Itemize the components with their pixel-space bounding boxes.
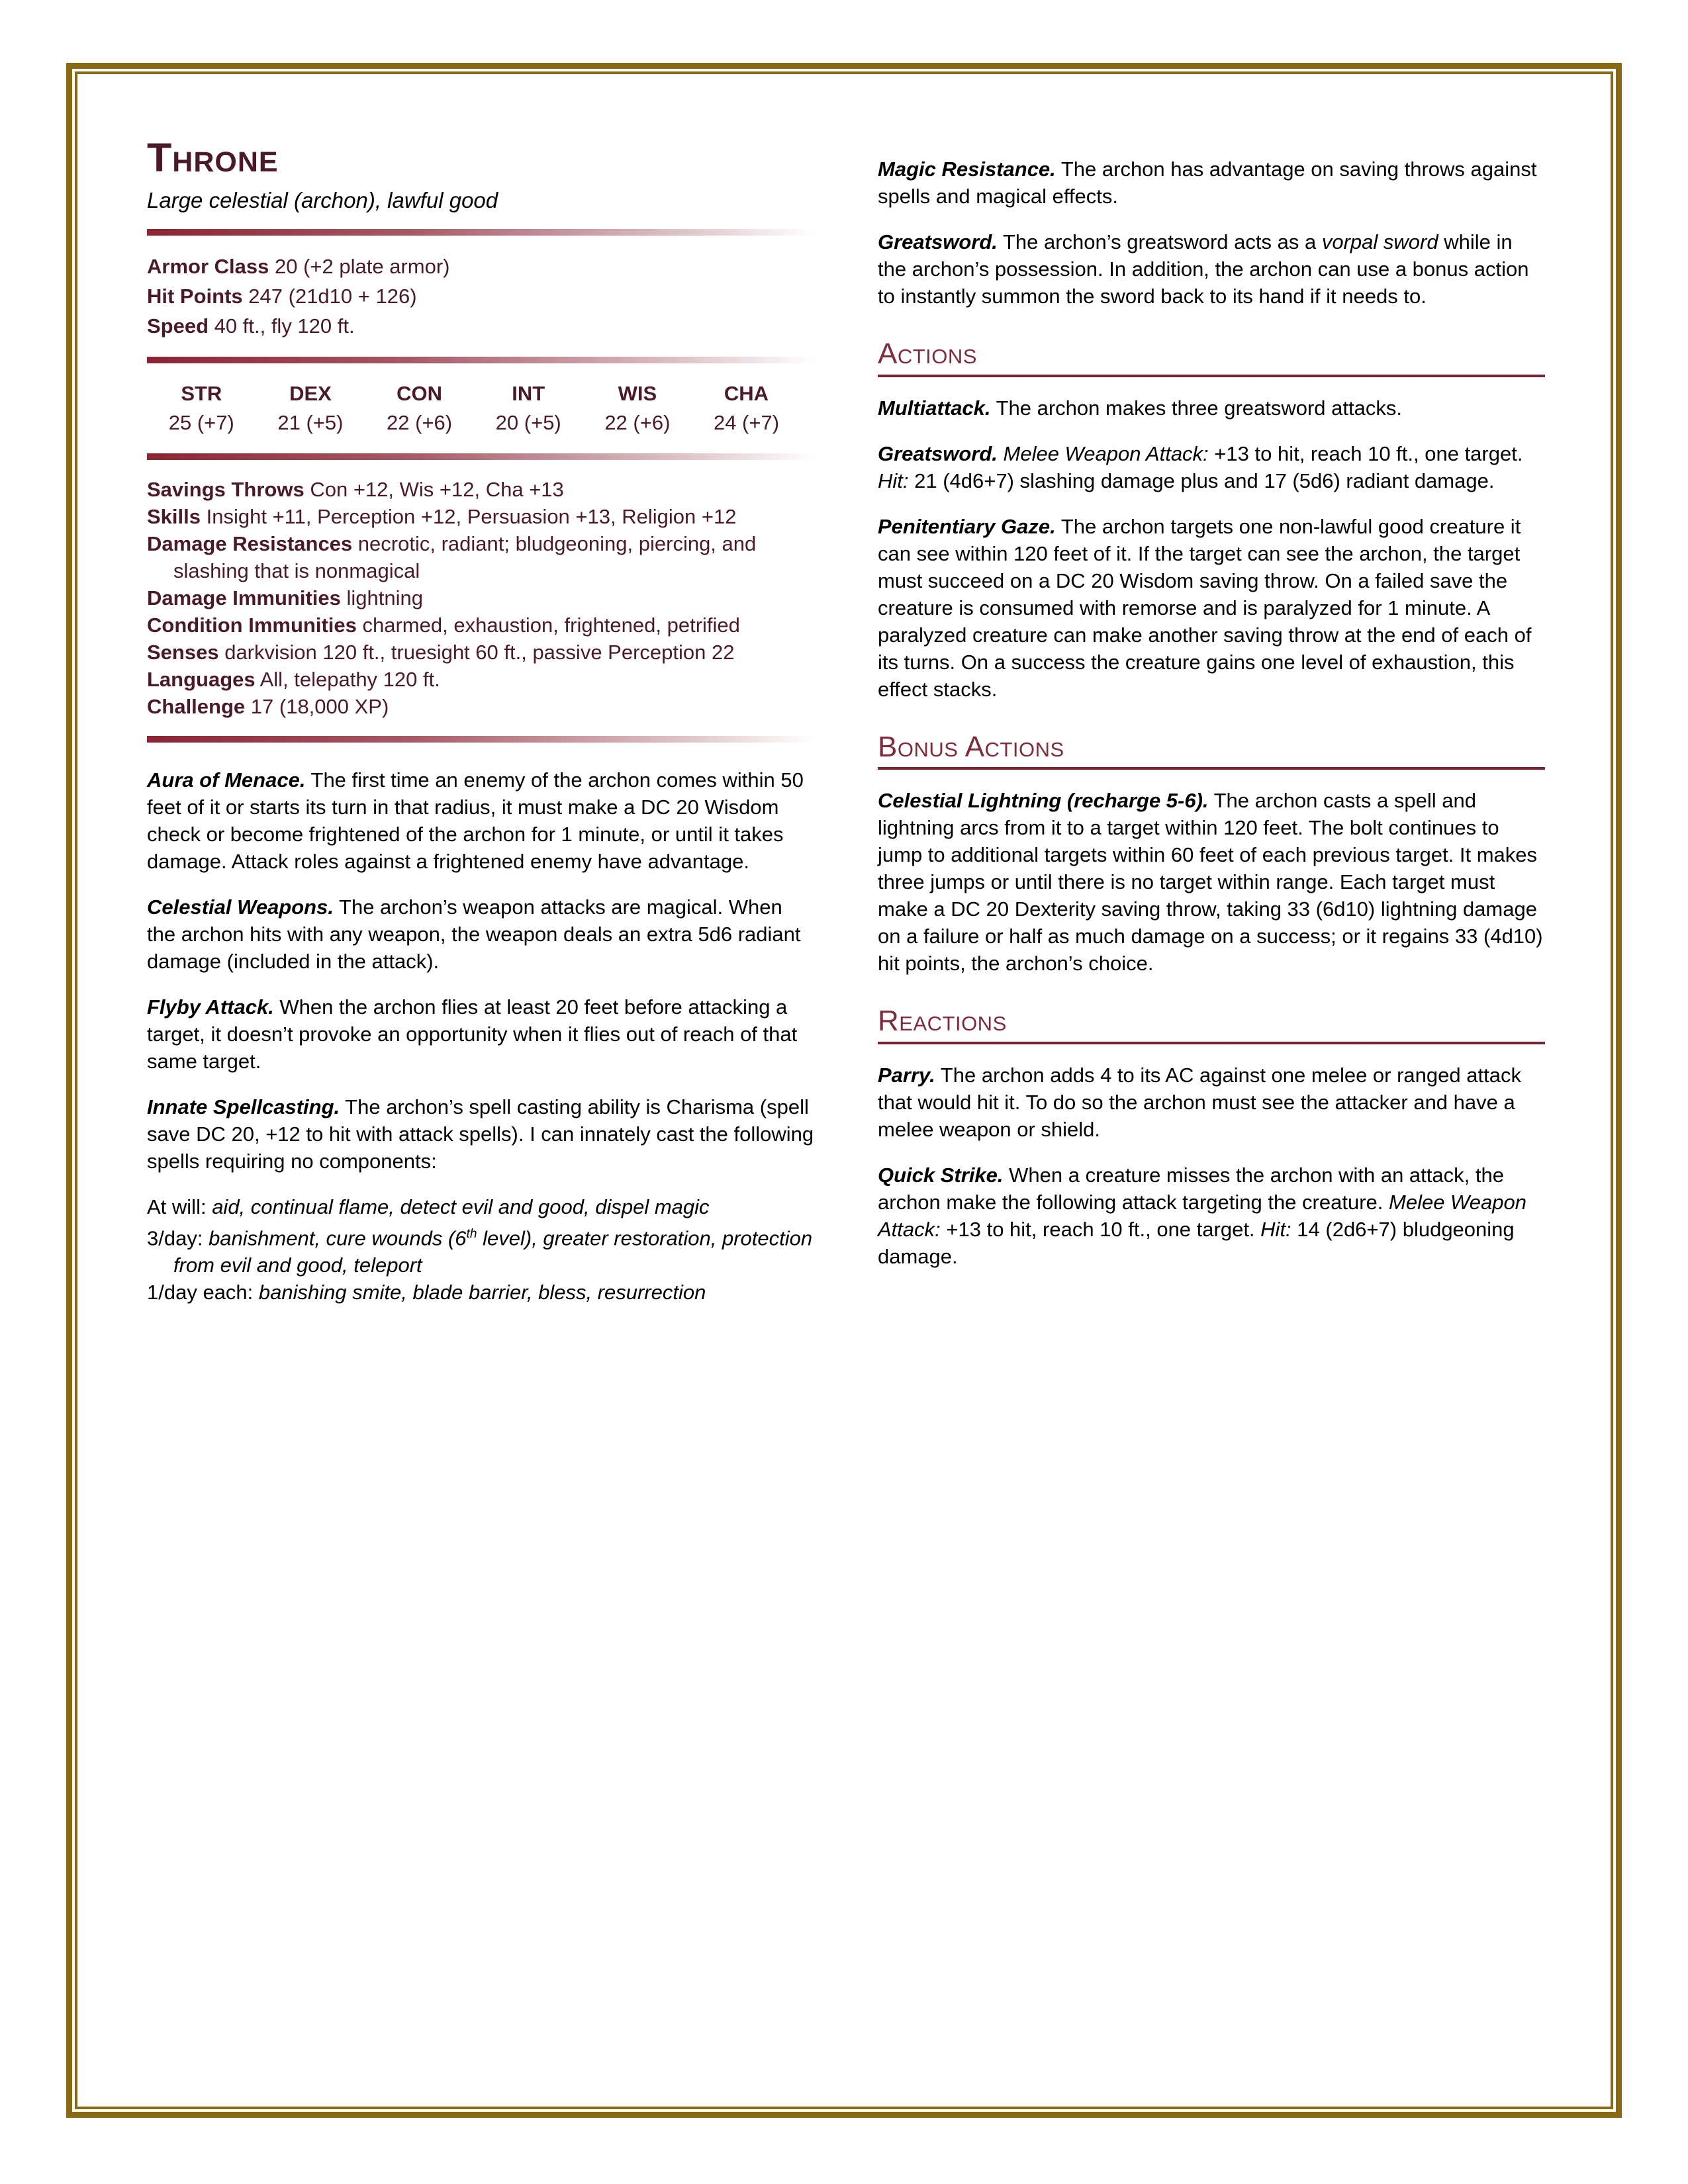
trait-magic-resistance: Magic Resistance. The archon has advantage on saving throws against spells and magical effects. — [878, 158, 1537, 208]
detail-label: Challenge — [147, 695, 246, 719]
speed-value: 40 ft., fly 120 ft. — [214, 314, 355, 338]
spell-line-3-day: 3/day: banishment, cure wounds (6th level), greater restoration, protection from evil and good, teleport — [147, 1226, 813, 1277]
page-content — [147, 136, 1545, 1306]
trait-list — [147, 766, 814, 1175]
core-stats — [147, 251, 814, 341]
ability-cha — [692, 379, 801, 437]
detail-value: Insight +11, Perception +12, Persuasion +13, Religion +12 — [206, 505, 737, 529]
detail-label: Skills — [147, 505, 201, 529]
ability-con — [365, 379, 474, 437]
divider-bar — [147, 736, 814, 743]
trait-innate-spellcasting: Innate Spellcasting. The archon’s spell casting ability is Charisma (spell save DC 20, +12 to hit with attack spells). I can innately cast the following spells requiring no components: — [147, 1095, 814, 1173]
detail-challenge — [147, 693, 814, 720]
ability-con-score: 22 (+6) — [387, 411, 453, 435]
divider-bar — [147, 229, 814, 236]
ability-table — [147, 379, 801, 437]
action-penitentiary-gaze: Penitentiary Gaze. The archon targets one non-lawful good creature it can see within 120 feet of it. If the target can see the archon, the target must succeed on a DC 20 Wisdom saving throw. On a failed save the creature is consumed with remorse and is paralyzed for 1 minute. A paralyzed creature can make another saving throw at the end of each of its turns. On a success the creature gains one level of exhaustion, this effect stacks. — [878, 514, 1532, 701]
reaction-parry: Parry. The archon adds 4 to its AC against one melee or ranged attack that would hit it. To do so the archon must see the attacker and have a melee weapon or shield. — [878, 1063, 1521, 1141]
detail-languages — [147, 666, 814, 693]
trait-flyby-attack: Flyby Attack. When the archon flies at least 20 feet before attacking a target, it doesn’t provoke an opportunity when it flies out of reach of that same target. — [147, 995, 798, 1073]
section-heading-bonus-actions: Bonus Actions — [878, 731, 1545, 770]
ability-cha-score: 24 (+7) — [713, 411, 780, 435]
monster-title: Throne — [147, 135, 279, 180]
ability-dex — [256, 379, 365, 437]
detail-label: Savings Throws — [147, 478, 305, 502]
section-heading-actions: Actions — [878, 338, 1545, 377]
monster-subtitle: Large celestial (archon), lawful good — [147, 188, 498, 213]
ability-dex-label: DEX — [289, 382, 332, 406]
hit-points-value: 247 (21d10 + 126) — [248, 285, 417, 308]
detail-label: Condition Immunities — [147, 614, 357, 637]
ability-wis-label: WIS — [618, 382, 657, 406]
innate-spell-list — [147, 1193, 814, 1306]
detail-label: Senses — [147, 641, 219, 664]
detail-value: Con +12, Wis +12, Cha +13 — [310, 478, 564, 502]
detail-label: Damage Immunities — [147, 586, 341, 610]
right-column — [878, 136, 1545, 1306]
ability-cha-label: CHA — [724, 382, 769, 406]
detail-value: darkvision 120 ft., truesight 60 ft., passive Perception 22 — [224, 641, 735, 664]
ability-wis-score: 22 (+6) — [604, 411, 671, 435]
ability-str-score: 25 (+7) — [168, 411, 234, 435]
detail-value: All, telepathy 120 ft. — [259, 668, 440, 692]
armor-class-line — [147, 251, 814, 281]
ability-int — [474, 379, 583, 437]
ability-str — [147, 379, 256, 437]
detail-damage-resistances — [147, 530, 814, 584]
spell-line-1-day-each: 1/day each: banishing smite, blade barrier, bless, resurrection — [147, 1281, 706, 1304]
detail-skills — [147, 503, 814, 530]
section-heading-reactions: Reactions — [878, 1005, 1545, 1044]
detail-value: charmed, exhaustion, frightened, petrified — [362, 614, 740, 637]
left-column — [147, 136, 814, 1306]
armor-class-value: 20 (+2 plate armor) — [274, 255, 450, 279]
trait-aura-of-menace: Aura of Menace. The first time an enemy of the archon comes within 50 feet of it or starts its turn in that radius, it must make a DC 20 Wisdom check or become frightened of the archon for 1 minute, or until it takes damage. Attack roles against a frightened enemy have advantage. — [147, 768, 804, 874]
detail-value: lightning — [346, 586, 423, 610]
detail-saving-throws — [147, 476, 814, 503]
action-greatsword: Greatsword. Melee Weapon Attack: +13 to hit, reach 10 ft., one target. Hit: 21 (4d6+7) slashing damage plus and 17 (5d6) radiant damage. — [878, 441, 1523, 492]
trait-greatsword: Greatsword. The archon’s greatsword acts as a vorpal sword while in the archon’s possession. In addition, the archon can use a bonus action to instantly summon the sword back to its hand if it needs to. — [878, 230, 1529, 308]
detail-label: Damage Resistances — [147, 532, 353, 556]
speed-line — [147, 311, 814, 341]
detail-label: Languages — [147, 668, 256, 692]
ability-str-label: STR — [181, 382, 222, 406]
detail-senses — [147, 639, 814, 666]
bonus-action-celestial-lightning: Celestial Lightning (recharge 5-6). The archon casts a spell and lightning arcs from it to a target within 120 feet. The bolt continues to jump to additional targets within 60 feet of each previous target. It makes three jumps or until there is no target within range. Each target must make a DC 20 Dexterity saving throw, taking 33 (6d10) lightning damage on a failure or half as much damage on a success; or it regains 33 (4d10) hit points, the archon’s choice. — [878, 789, 1543, 976]
trait-celestial-weapons: Celestial Weapons. The archon’s weapon attacks are magical. When the archon hits with any weapon, the weapon deals an extra 5d6 radiant damage (included in the attack). — [147, 895, 801, 974]
divider-bar — [147, 357, 814, 363]
detail-value: necrotic, radiant; bludgeoning, piercing, and slashing that is nonmagical — [173, 532, 757, 583]
hit-points-line — [147, 281, 814, 311]
detail-list — [147, 476, 814, 720]
divider-bar — [147, 453, 814, 460]
ability-con-label: CON — [397, 382, 443, 406]
spell-line-at-will: At will: aid, continual flame, detect evil and good, dispel magic — [147, 1195, 710, 1219]
ability-int-label: INT — [512, 382, 545, 406]
reaction-quick-strike: Quick Strike. When a creature misses the archon with an attack, the archon make the following attack targeting the creature. Melee Weapon Attack: +13 to hit, reach 10 ft., one target. Hit: 14 (2d6+7) bludgeoning damage. — [878, 1163, 1526, 1268]
detail-value: 17 (18,000 XP) — [250, 695, 389, 719]
action-multiattack: Multiattack. The archon makes three greatsword attacks. — [878, 396, 1402, 420]
detail-condition-immunities — [147, 612, 814, 639]
ability-int-score: 20 (+5) — [495, 411, 561, 435]
hit-points-label: Hit Points — [147, 285, 243, 308]
speed-label: Speed — [147, 314, 209, 338]
ability-wis — [583, 379, 692, 437]
ability-dex-score: 21 (+5) — [277, 411, 344, 435]
armor-class-label: Armor Class — [147, 255, 269, 279]
detail-damage-immunities — [147, 584, 814, 612]
